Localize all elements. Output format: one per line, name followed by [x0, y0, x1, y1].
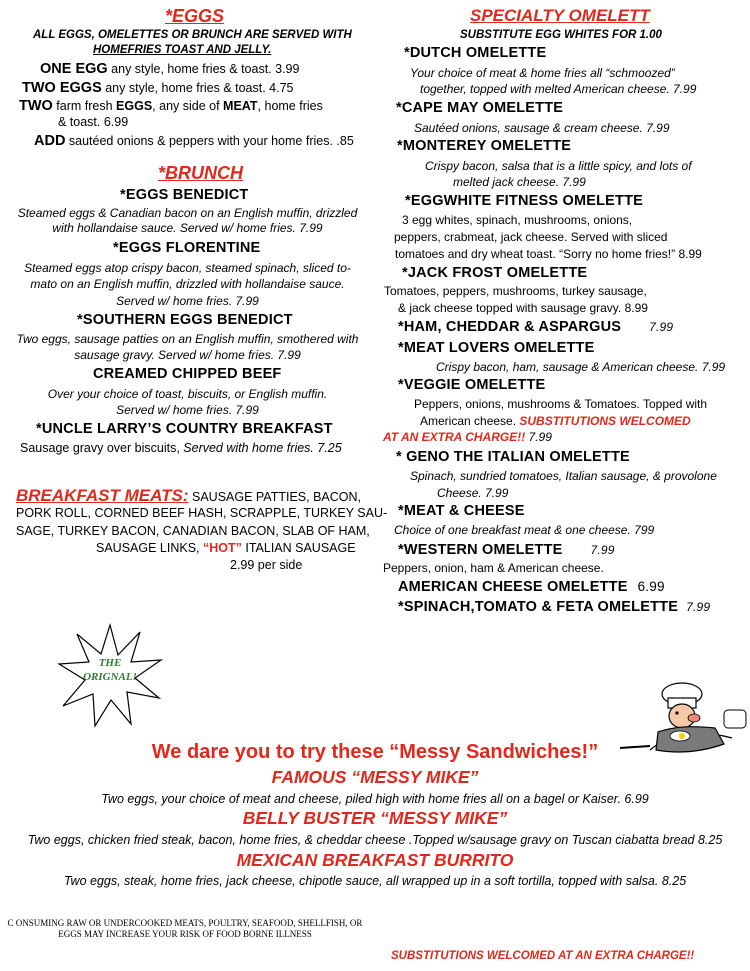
- breakfast-meats-line4: SAUSAGE LINKS, “HOT” ITALIAN SAUSAGE: [96, 541, 356, 555]
- omelette-jack-frost: *JACK FROST OMELETTE: [402, 265, 588, 281]
- substitutions-note: SUBSTITUTIONS WELCOMED AT AN EXTRA CHARGE!!: [391, 950, 695, 962]
- omelette-desc: Crispy bacon, salsa that is a little spicy, and lots of: [425, 159, 692, 173]
- brunch-desc: Steamed eggs atop crispy bacon, steamed spinach, sliced to-: [24, 261, 351, 275]
- omelette-desc: Your choice of meat & home fries all “schmoozed”: [410, 66, 675, 80]
- brunch-item-benedict: *EGGS BENEDICT: [120, 187, 249, 203]
- brunch-desc: Served w/ home fries. 7.99: [116, 403, 259, 417]
- egg-item-farm: TWO farm fresh EGGS, any side of MEAT, home fries: [19, 98, 323, 114]
- omelette-desc: Tomatoes, peppers, mushrooms, turkey sausage,: [384, 284, 647, 298]
- omelette-desc: AT AN EXTRA CHARGE!! 7.99: [383, 430, 552, 444]
- omelette-desc: together, topped with melted American cheese. 7.99: [420, 82, 697, 96]
- omelette-eggwhite: *EGGWHITE FITNESS OMELETTE: [405, 193, 644, 209]
- omelette-desc: Sautéed onions, sausage & cream cheese. 7.99: [414, 121, 670, 135]
- specialty-subtitle: SUBSTITUTE EGG WHITES FOR 1.00: [460, 29, 662, 41]
- messy-item-desc: Two eggs, steak, home fries, jack cheese, chipotle sauce, all wrapped up in a soft tortilla, topped with salsa. 8.25: [63, 874, 687, 888]
- egg-item-add: ADD sautéed onions & peppers with your home fries. .85: [34, 133, 354, 149]
- brunch-desc: Over your choice of toast, biscuits, or English muffin.: [47, 387, 328, 401]
- breakfast-meats-price: 2.99 per side: [230, 558, 303, 572]
- starburst-text: THE ORIGNAL!: [83, 657, 137, 683]
- breakfast-meats-line3: SAGE, TURKEY BACON, CANADIAN BACON, SLAB OF HAM,: [16, 524, 370, 538]
- starburst-badge-icon: [55, 620, 165, 730]
- brunch-item-chipped-beef: CREAMED CHIPPED BEEF: [93, 366, 282, 382]
- eggs-subtitle-1: ALL EGGS, OMELETTES OR BRUNCH ARE SERVED WITH: [33, 29, 352, 41]
- egg-item-one: ONE EGG any style, home fries & toast. 3.99: [40, 61, 300, 77]
- omelette-veggie: *VEGGIE OMELETTE: [398, 377, 546, 393]
- omelette-desc: American cheese. SUBSTITUTIONS WELCOMED: [420, 414, 691, 428]
- egg-item-two: TWO EGGS any style, home fries & toast. 4.75: [22, 80, 294, 96]
- brunch-title: *BRUNCH: [158, 163, 243, 183]
- messy-headline: We dare you to try these “Messy Sandwiches!”: [151, 741, 599, 763]
- omelette-ham-cheddar: *HAM, CHEDDAR & ASPARGUS 7.99: [398, 319, 674, 335]
- eggs-subtitle-2: HOMEFRIES TOAST AND JELLY.: [93, 44, 272, 56]
- breakfast-meats-line1: BREAKFAST MEATS: SAUSAGE PATTIES, BACON,: [16, 486, 362, 505]
- breakfast-meats-line2: PORK ROLL, CORNED BEEF HASH, SCRAPPLE, TURKEY SAU-: [16, 506, 388, 520]
- egg-item-farm-line2: & toast. 6.99: [58, 115, 129, 129]
- omelette-desc: 3 egg whites, spinach, mushrooms, onions,: [402, 213, 633, 227]
- omelette-desc: Peppers, onions, mushrooms & Tomatoes. Topped with: [414, 397, 708, 411]
- omelette-desc: Peppers, onion, ham & American cheese.: [383, 561, 604, 575]
- brunch-item-florentine: *EGGS FLORENTINE: [113, 240, 261, 256]
- omelette-dutch: *DUTCH OMELETTE: [404, 45, 547, 61]
- brunch-desc: with hollandaise sauce. Served w/ home fries. 7.99: [52, 221, 323, 235]
- brunch-item-southern: *SOUTHERN EGGS BENEDICT: [77, 312, 293, 328]
- omelette-desc: melted jack cheese. 7.99: [453, 175, 586, 189]
- brunch-desc: mato on an English muffin, drizzled with hollandaise sauce.: [30, 277, 345, 291]
- omelette-monterey: *MONTEREY OMELETTE: [397, 138, 572, 154]
- omelette-desc: Crispy bacon, ham, sausage & American cheese. 7.99: [436, 360, 726, 374]
- omelette-cape-may: *CAPE MAY OMELETTE: [396, 100, 564, 116]
- omelette-meat-lovers: *MEAT LOVERS OMELETTE: [398, 340, 595, 356]
- omelette-desc: Cheese. 7.99: [437, 486, 509, 500]
- messy-item-desc: Two eggs, your choice of meat and cheese, piled high with home fries all on a bagel or Kaiser. 6.99: [101, 792, 649, 806]
- omelette-desc: peppers, crabmeat, jack cheese. Served with sliced: [394, 230, 668, 244]
- brunch-item-uncle-larry: *UNCLE LARRY’S COUNTRY BREAKFAST: [36, 421, 333, 437]
- omelette-spinach-feta: *SPINACH,TOMATO & FETA OMELETTE 7.99: [398, 599, 711, 615]
- brunch-desc: Two eggs, sausage patties on an English muffin, smothered with: [16, 332, 359, 346]
- messy-item-desc: Two eggs, chicken fried steak, bacon, home fries, & cheddar cheese .Topped w/sausage gravy on Tuscan ciabatta bread 8.25: [27, 833, 723, 847]
- messy-item-title: FAMOUS “MESSY MIKE”: [271, 767, 479, 787]
- brunch-desc: Steamed eggs & Canadian bacon on an English muffin, drizzled: [17, 206, 358, 220]
- omelette-geno: * GENO THE ITALIAN OMELETTE: [396, 449, 630, 465]
- omelette-meat-cheese: *MEAT & CHEESE: [398, 503, 525, 519]
- brunch-desc: Served w/ home fries. 7.99: [116, 294, 259, 308]
- specialty-title: SPECIALTY OMELETT: [470, 6, 650, 25]
- omelette-desc: Choice of one breakfast meat & one cheese. 799: [394, 523, 655, 537]
- omelette-american-cheese: AMERICAN CHEESE OMELETTE 6.99: [398, 579, 665, 595]
- messy-item-title: BELLY BUSTER “MESSY MIKE”: [242, 808, 508, 828]
- messy-item-title: MEXICAN BREAKFAST BURRITO: [236, 850, 514, 870]
- brunch-desc: sausage gravy. Served w/ home fries. 7.99: [74, 348, 301, 362]
- omelette-desc: tomatoes and dry wheat toast. “Sorry no home fries!” 8.99: [395, 247, 702, 261]
- brunch-desc: Sausage gravy over biscuits, Served with home fries. 7.25: [20, 441, 342, 455]
- omelette-western: *WESTERN OMELETTE 7.99: [398, 542, 615, 558]
- food-safety-warning: C ONSUMING RAW OR UNDERCOOKED MEATS, POULTRY, SEAFOOD, SHELLFISH, OR EGGS MAY INCREASE YOUR RISK OF FOOD BORNE ILLNESS: [7, 918, 363, 939]
- omelette-desc: & jack cheese topped with sausage gravy. 8.99: [398, 301, 648, 315]
- eggs-title: *EGGS: [165, 6, 225, 26]
- omelette-desc: Spinach, sundried tomatoes, Italian sausage, & provolone: [410, 469, 717, 483]
